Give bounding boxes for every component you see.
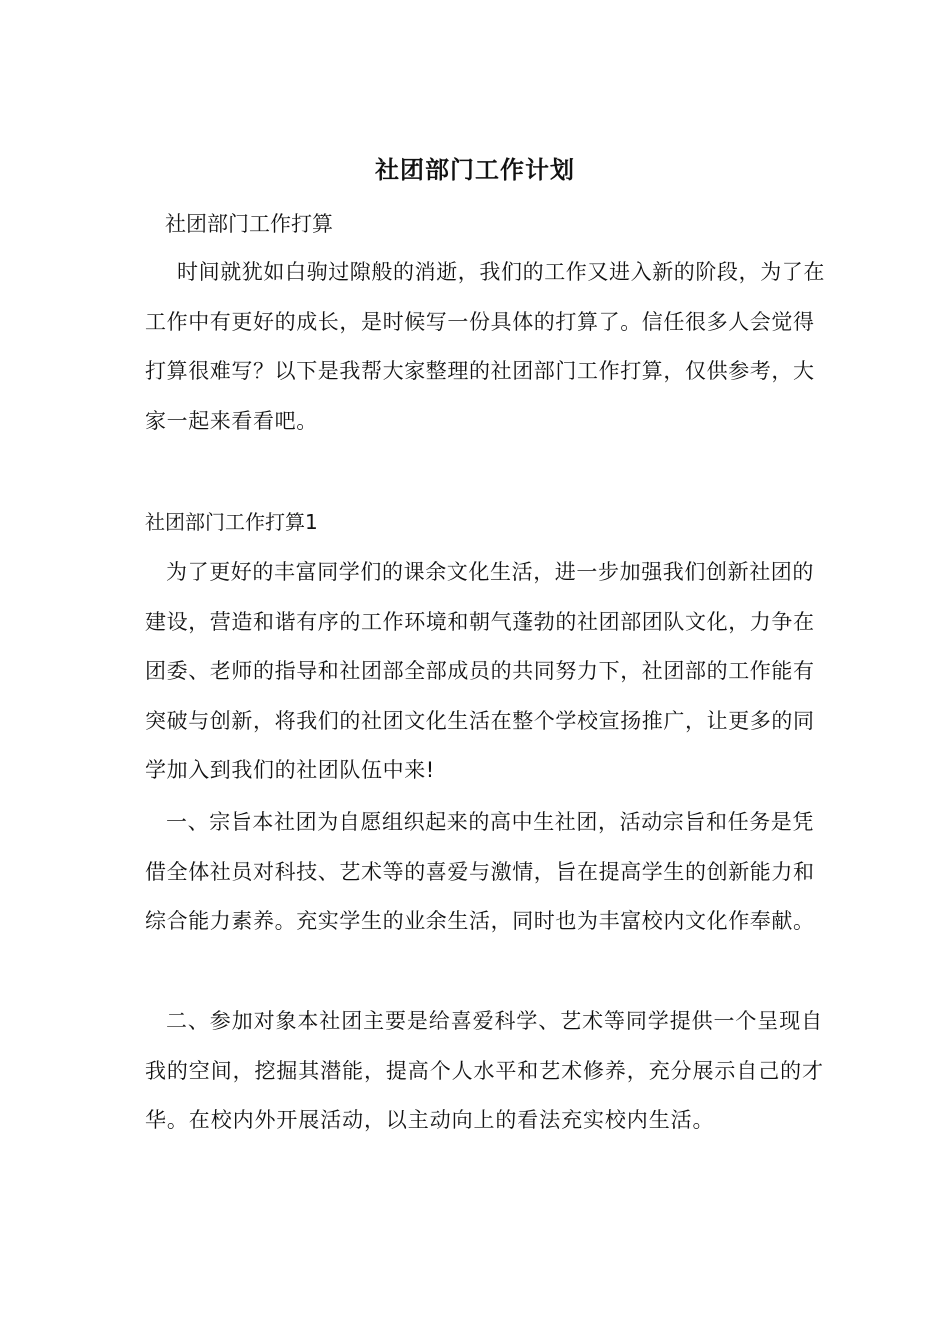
document-subtitle: 社团部门工作打算 (165, 212, 333, 236)
document-title: 社团部门工作计划 (375, 156, 575, 184)
body-paragraph: 为了更好的丰富同学们的课余文化生活，进一步加强我们创新社团的建设，营造和谐有序的工作环境和朝气蓬勃的社团部团队文化，力争在团委、老师的指导和社团部全部成员的共同努力下，社团部的工作能有突破与创新，将我们的社团文化生活在整个学校宣扬推广，让更多的同学加入到我们的社团队伍中来! (145, 560, 815, 782)
body-paragraph: 二、参加对象本社团主要是给喜爱科学、艺术等同学提供一个呈现自我的空间，挖掘其潜能，提高个人水平和艺术修养，充分展示自己的才华。在校内外开展活动，以主动向上的看法充实校内生活。 (145, 1009, 824, 1132)
section-heading: 社团部门工作打算1 (145, 510, 318, 534)
intro-paragraph: 时间就犹如白驹过隙般的消逝，我们的工作又进入新的阶段，为了在工作中有更好的成长，是时候写一份具体的打算了。信任很多人会觉得打算很难写？以下是我帮大家整理的社团部门工作打算，仅供参考，大家一起来看看吧。 (145, 260, 825, 433)
body-paragraph: 一、宗旨本社团为自愿组织起来的高中生社团，活动宗旨和任务是凭借全体社员对科技、艺术等的喜爱与激情，旨在提高学生的创新能力和综合能力素养。充实学生的业余生活，同时也为丰富校内文化作奉献。 (145, 810, 815, 933)
